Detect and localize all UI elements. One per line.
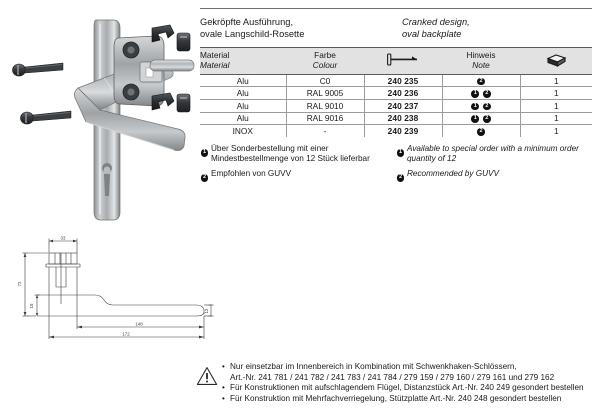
cell-colour: RAL 9016 [286,112,364,125]
warning-icon-wrapper [196,362,222,404]
header-material-de: Material [200,50,230,61]
warning-triangle-icon [196,366,218,386]
table-row [200,87,592,100]
column-header-packaging [520,47,592,74]
note-text-line1: Nur einsetzbar im Innenbereich in Kombination mit Schwenkhaken-Schlössern, [230,362,517,371]
header-colour-en: Colour [312,59,338,70]
door-handle-icon [386,53,420,66]
note-item [222,383,596,394]
table-row [200,112,592,125]
title-english-line1: Cranked design, [402,17,470,27]
note-item [222,362,596,383]
cell-colour: C0 [286,74,364,87]
note-badge: 2 [483,115,491,123]
cell-article-number: 240 236 [364,87,442,100]
cell-article-number: 240 238 [364,112,442,125]
bolt-upper [177,33,190,51]
table-row [200,125,592,137]
cell-material: INOX [200,125,286,137]
footnote-text: Empfohlen von GUVV [211,168,292,178]
footnote-item [396,169,592,188]
column-header-material [200,47,286,74]
footnotes-german [200,144,396,191]
title-german [200,16,402,41]
dim-right-small: 12 [204,308,209,314]
dim-top-width: 33 [60,235,66,241]
note-badge: 2 [477,128,485,136]
top-divider [200,8,592,9]
cell-note [442,100,520,113]
header-note-de: Hinweis [466,50,496,61]
footnote-badge: 1 [397,149,405,157]
cell-material: Alu [200,87,286,100]
cell-article-number: 240 237 [364,100,442,113]
footnote-item [200,144,396,165]
cell-note [442,74,520,87]
title-english [402,16,470,41]
note-badge: 1 [471,115,479,123]
cell-quantity: 1 [520,87,592,100]
title-block [200,16,592,47]
table-header-row [200,47,592,74]
note-badge: 2 [483,90,491,98]
screw-lower [21,111,72,124]
header-colour-de: Farbe [314,50,336,61]
cell-note [442,112,520,125]
note-item [222,394,596,405]
title-german-line2: ovale Langschild-Rosette [200,29,305,40]
title-english-line2: oval backplate [402,29,462,40]
title-german-line1: Gekröpfte Ausführung, [200,17,294,27]
table-row [200,100,592,113]
specification-table [200,47,592,137]
footnote-item [200,169,396,188]
cell-quantity: 1 [520,74,592,87]
footnote-item [396,144,592,165]
cell-colour: RAL 9005 [286,87,364,100]
note-badge: 2 [477,78,485,86]
dim-total-length: 172 [122,331,130,337]
note-text-line1: Für Konstruktionen mit aufschlagendem Flügel, Distanzstück Art.-Nr. 240 249 gesondert bestellen [230,383,584,393]
cell-article-number: 240 239 [364,125,442,137]
screw-upper [13,63,64,76]
note-badge: 1 [471,103,479,111]
dim-mid-length: 148 [135,321,143,327]
cell-material: Alu [200,112,286,125]
note-text-line1: Für Konstruktion mit Mehrfachverriegelung, Stützplatte Art.-Nr. 240 248 gesondert bestellen [230,393,562,403]
column-header-colour [286,47,364,74]
cell-material: Alu [200,74,286,87]
note-badge: 2 [483,103,491,111]
column-header-note [442,47,520,74]
header-material-en: Material [200,59,230,70]
footnote-badge: 2 [201,174,209,182]
footnote-text: Available to special order with a minimum order quantity of 12 [407,143,579,164]
cell-note [442,125,520,137]
footnote-text: Über Sonderbestellung mit einer Mindestbestellmenge von 12 Stück lieferbar [211,143,370,164]
technical-drawing [8,232,218,344]
bolt-lower [177,94,190,112]
footnote-text: Recommended by GUVV [407,168,499,178]
cell-colour: - [286,125,364,137]
footnotes-section [200,144,592,191]
technical-side-view-drawing [8,232,218,344]
footnotes-english [396,144,592,191]
cell-note [442,87,520,100]
bullet-icon: • [222,383,225,393]
cell-quantity: 1 [553,125,559,136]
package-box-icon [545,53,567,67]
note-text-line2: Art.-Nr. 241 781 / 241 782 / 241 783 / 241 784 / 279 159 / 279 160 / 279 161 und 279 162 [230,372,555,382]
dim-left-small: 15 [29,303,34,309]
door-handle-exploded-photo [0,0,200,230]
bottom-notes-section [196,362,596,404]
footnote-badge: 1 [201,149,209,157]
cell-quantity: 1 [520,112,592,125]
footnote-badge: 2 [397,174,405,182]
bullet-icon: • [222,393,225,403]
header-note-en: Note [472,59,490,70]
table-row [200,74,592,87]
cell-article-number: 240 235 [364,74,442,87]
product-photo [0,0,200,230]
bullet-icon: • [222,362,225,371]
note-list [222,362,596,404]
column-header-article-number [364,47,442,74]
dim-left-height: 72 [17,281,22,287]
note-badge: 1 [471,90,479,98]
cell-quantity: 1 [520,100,592,113]
cell-colour: RAL 9010 [286,100,364,113]
cell-material: Alu [200,100,286,113]
info-panel [200,8,592,191]
table-body [200,74,592,136]
